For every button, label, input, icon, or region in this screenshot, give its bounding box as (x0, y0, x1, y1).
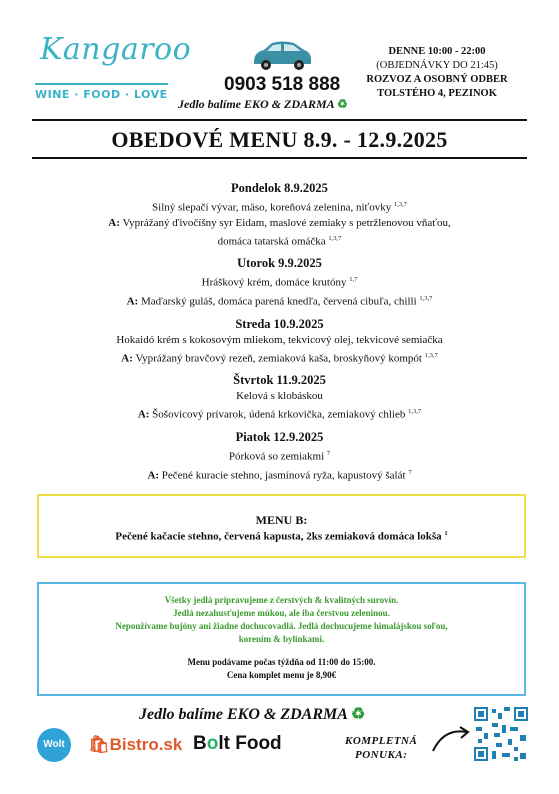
day-name: Pondelok 8.9.2025 (231, 181, 328, 195)
day-streda (32, 316, 527, 367)
hours-line: TOLSTÉHO 4, PEZINOK (377, 88, 497, 99)
packaging-note (178, 97, 348, 112)
main-line: A: Šošovicový prívarok, údená krkovička, zemiakový chlieb $^{1,3,7}$ (137, 408, 422, 421)
info-line: Jedlá nezahusťujeme múkou, ale iba čerstvou zeleninou. (173, 608, 390, 618)
brand-tagline: WINE · FOOD · LOVE (35, 83, 168, 101)
recycle-icon: ♻ (351, 706, 366, 723)
packaging-text: Jedlo balíme EKO & ZDARMA (178, 97, 335, 111)
main-line: A: Vyprážaný bravčový rezeň, zemiaková kaša, broskyňový kompót $^{1,3,7}$ (121, 351, 438, 365)
bolt-food-logo[interactable]: Bolt Food (193, 733, 282, 754)
soup-line: Silný slepačí vývar, mäso, koreňová zelenina, niťovky $^{1,3,7}$ (152, 201, 407, 214)
info-box (37, 582, 526, 696)
divider (32, 157, 527, 159)
day-name: Štvrtok 11.9.2025 (233, 373, 326, 388)
day-utorok (32, 255, 527, 309)
main-line: A: Maďarský guláš, domáca parená knedľa, červená cibuľa, chilli $^{1,3,7}$ (126, 294, 433, 308)
qr-code-icon[interactable] (472, 703, 530, 765)
menu-b-box (37, 494, 526, 558)
day-pondelok (32, 180, 527, 249)
footer-packaging-note (139, 704, 365, 724)
hours-line: ROZVOZ A OSOBNÝ ODBER (366, 74, 508, 85)
soup-line: Hráškový krém, domáce krutóny $^{1,7}$ (201, 276, 358, 289)
main-line-cont: domáca tatarská omáčka $^{1,3,7}$ (217, 234, 342, 248)
day-name: Utorok 9.9.2025 (237, 256, 322, 271)
hours-line: DENNE 10:00 - 22:00 (388, 46, 486, 57)
page-title: OBEDOVÉ MENU 8.9. - 12.9.2025 (111, 127, 448, 152)
day-stvrtok (32, 372, 527, 423)
wolt-logo[interactable]: Wolt (37, 728, 71, 762)
full-menu-line: KOMPLETNÁ (345, 735, 418, 747)
main-line: A: Vyprážaný ďivočíšny syr Eidam, maslové zemiaky s petržlenovou vňaťou, (108, 216, 451, 229)
info-line: Nepoužívame bujóny ani žiadne dochucovadlá. Jedlá dochucujeme himalájskou soľou, (115, 621, 448, 631)
opening-hours (347, 45, 527, 101)
hours-line: (OBJEDNÁVKY DO 21:45) (376, 60, 498, 71)
day-name: Piatok 12.9.2025 (235, 429, 324, 444)
packaging-text: Jedlo balíme EKO & ZDARMA (139, 706, 348, 723)
brand-logo: Kangaroo (40, 32, 192, 67)
soup-line: Hokaidó krém s kokosovým mliekom, tekvicový olej, tekvicové semiačka (116, 333, 443, 346)
phone-number[interactable]: 0903 518 888 (224, 74, 341, 95)
soup-line: Pórková so zemiakmi $^7$ (228, 449, 331, 463)
recycle-icon: ♻ (337, 97, 348, 111)
menu-price: Cena komplet menu je 8,90€ (226, 670, 337, 680)
daily-menu-list (32, 180, 527, 489)
car-icon (248, 38, 316, 72)
soup-line: Kelová s klobáskou (236, 390, 323, 403)
full-menu-line: PONUKA: (354, 749, 408, 761)
main-line: A: Pečené kuracie stehno, jasmínová ryža, kapustový šalát $^7$ (147, 468, 412, 482)
day-piatok (32, 429, 527, 483)
info-line: korením & bylinkami. (238, 634, 325, 644)
divider (32, 119, 527, 121)
day-name: Streda 10.9.2025 (235, 316, 324, 331)
info-line: Všetky jedlá pripravujeme z čerstvých & kvalitných surovín. (164, 595, 399, 605)
bistro-logo[interactable]: 🛍Bistro.sk (88, 735, 183, 754)
menu-b-title: MENU B: (255, 513, 308, 527)
arrow-icon (430, 724, 472, 754)
bag-icon: 🛍 (88, 735, 110, 754)
full-menu-label (345, 734, 417, 762)
menu-b-text: Pečené kačacie stehno, červená kapusta, 2ks zemiaková domáca lokša $^1$ (115, 530, 448, 543)
serving-hours: Menu podávame počas týždňa od 11:00 do 15:00. (187, 657, 376, 667)
